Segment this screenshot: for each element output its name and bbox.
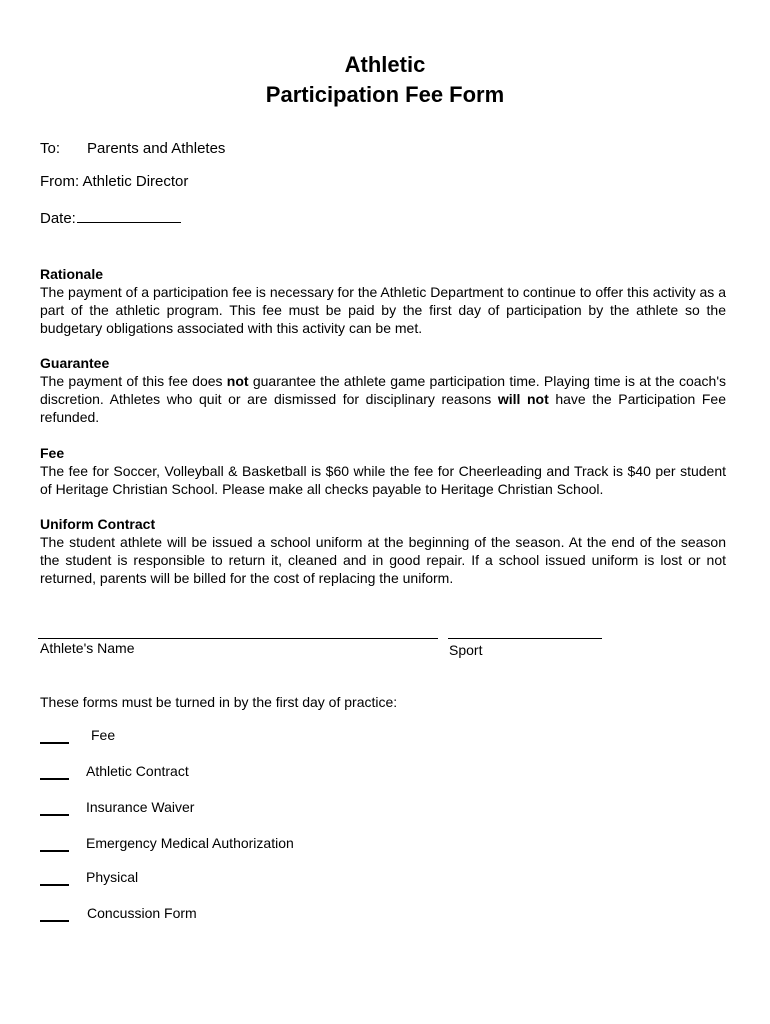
section-body: The fee for Soccer, Volleyball & Basketball is $60 while the fee for Cheerleading and Track is $40 per student of Heritage Christian School. Please make all checks payable to Heritage Christian School. [40,463,726,497]
checklist-item-label: Emergency Medical Authorization [86,835,294,851]
section-fee [40,444,726,498]
section-body: The payment of a participation fee is necessary for the Athletic Department to continue to offer this activity as a part of the athletic program. This fee must be paid by the first day of participation by the athlete so the budgetary obligations associated with this activity can be met. [40,284,726,336]
section-heading: Guarantee [40,355,110,371]
check-blank[interactable] [40,850,69,852]
check-blank[interactable] [40,920,69,922]
date-field [40,208,181,227]
body-text: The payment of this fee does [40,373,227,389]
body-text: have the Participation Fee refunded. [40,391,726,425]
checklist-item-label: Concussion Form [87,905,197,921]
body-text: guarantee the athlete game participation time. Playing time is at the coach's discretion. Athletes who quit or are dismissed for disciplinary reasons [40,373,726,407]
check-blank[interactable] [40,884,69,886]
section-heading: Uniform Contract [40,516,156,532]
emphasis-text: will not [497,391,549,407]
athlete-name-label: Athlete's Name [40,640,135,656]
sport-line[interactable] [448,638,602,639]
form-title-line-2: Participation Fee Form [265,82,505,107]
form-title-line-1: Athletic [344,52,426,77]
checklist-item-label: Physical [86,869,139,885]
checklist-item-label: Fee [91,727,116,743]
section-heading: Fee [40,445,65,461]
to-value: Parents and Athletes [87,140,226,157]
section-heading: Rationale [40,266,104,282]
date-label: Date: [40,210,76,227]
date-blank[interactable] [77,208,181,223]
section-guarantee [40,354,726,426]
from-line: From: Athletic Director [40,173,189,190]
check-blank[interactable] [40,814,69,816]
checklist-item-label: Athletic Contract [86,763,189,779]
check-blank[interactable] [40,778,69,780]
checklist-intro: These forms must be turned in by the first day of practice: [40,694,398,710]
athlete-name-line[interactable] [38,638,438,639]
check-blank[interactable] [40,742,69,744]
checklist-item-label: Insurance Waiver [86,799,195,815]
section-body [40,372,726,426]
section-rationale [40,265,726,337]
sport-label: Sport [449,642,483,658]
emphasis-text: not [226,373,249,389]
section-uniform-contract [40,515,726,587]
to-label: To: [40,140,61,157]
section-body: The student athlete will be issued a school uniform at the beginning of the season. At the end of the season the student is responsible to return it, cleaned and in good repair. If a school issued uniform is lost or not returned, parents will be billed for the cost of replacing the uniform. [40,534,726,586]
